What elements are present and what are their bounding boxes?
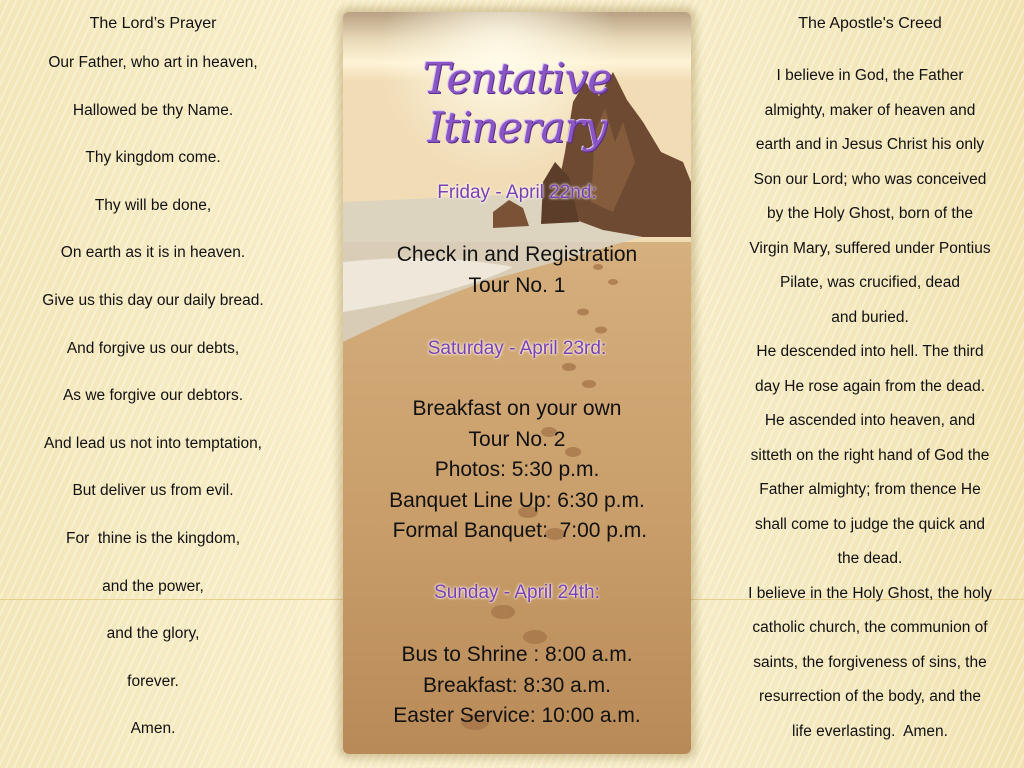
- text-line: Father almighty; from thence He: [759, 481, 981, 498]
- itinerary-item: Breakfast on your own: [412, 397, 622, 420]
- text-line: resurrection of the body, and the: [758, 688, 982, 705]
- day-heading-saturday: Saturday - April 23rd:: [427, 338, 607, 359]
- text-line: and the glory,: [106, 625, 200, 643]
- itinerary-title: Tentative Itinerary: [422, 54, 612, 152]
- itinerary-item: Banquet Line Up: 6:30 p.m.: [389, 488, 645, 512]
- text-line: But deliver us from evil.: [72, 482, 234, 500]
- text-line: saints, the forgiveness of sins, the: [753, 653, 987, 671]
- apostles-creed-heading: The Apostle's Creed: [798, 15, 942, 32]
- text-line: On earth as it is in heaven.: [60, 244, 246, 262]
- day-heading-friday: Friday - April 22nd:: [437, 182, 597, 203]
- itinerary-panel: [343, 12, 691, 754]
- sunday-items: [343, 640, 691, 732]
- itinerary-item: Tour No. 2: [468, 427, 566, 451]
- text-line: day He rose again from the dead.: [754, 377, 986, 395]
- text-line: Pilate, was crucified, dead: [779, 274, 961, 291]
- apostles-creed-column: [722, 15, 1018, 749]
- text-line: the dead.: [837, 550, 903, 567]
- text-line: And lead us not into temptation,: [43, 434, 262, 452]
- text-line: shall come to judge the quick and: [754, 515, 986, 533]
- saturday-items: [343, 394, 691, 547]
- text-line: Hallowed be thy Name.: [72, 101, 234, 119]
- text-line: Son our Lord; who was conceived: [753, 170, 987, 188]
- text-line: I believe in the Holy Ghost, the holy: [748, 584, 992, 602]
- itinerary-item: Bus to Shrine : 8:00 a.m.: [401, 643, 633, 666]
- friday-items: [343, 240, 691, 301]
- text-line: sitteth on the right hand of God the: [750, 446, 990, 464]
- text-line: life everlasting. Amen.: [792, 722, 948, 740]
- lords-prayer-column: [8, 15, 298, 767]
- text-line: Amen.: [130, 720, 176, 738]
- text-line: forever.: [127, 672, 179, 690]
- text-line: earth and in Jesus Christ his only: [755, 136, 985, 153]
- day-heading-sunday: Sunday - April 24th:: [434, 582, 600, 603]
- text-line: and buried.: [831, 308, 909, 326]
- text-line: For thine is the kingdom,: [65, 529, 241, 547]
- text-line: almighty, maker of heaven and: [764, 101, 976, 119]
- itinerary-item: Easter Service: 10:00 a.m.: [393, 704, 641, 727]
- text-line: Give us this day our daily bread.: [42, 291, 264, 309]
- itinerary-item: Photos: 5:30 p.m.: [434, 458, 600, 481]
- text-line: And forgive us our debts,: [66, 339, 240, 357]
- itinerary-item: Check in and Registration: [396, 243, 638, 266]
- itinerary-item: Tour No. 1: [468, 273, 566, 297]
- text-line: Thy will be done,: [94, 196, 212, 214]
- text-line: Virgin Mary, suffered under Pontius: [749, 239, 991, 257]
- text-line: Our Father, who art in heaven,: [48, 54, 258, 71]
- text-line: catholic church, the communion of: [752, 619, 988, 636]
- text-line: I believe in God, the Father: [776, 67, 964, 84]
- text-line: As we forgive our debtors.: [62, 387, 244, 405]
- text-line: He descended into hell. The third: [756, 343, 984, 360]
- text-line: Thy kingdom come.: [85, 149, 221, 167]
- itinerary-content: [343, 12, 691, 754]
- text-line: and the power,: [102, 577, 204, 595]
- itinerary-item: Formal Banquet: 7:00 p.m.: [386, 519, 648, 542]
- itinerary-item: Breakfast: 8:30 a.m.: [423, 673, 611, 697]
- text-line: by the Holy Ghost, born of the: [767, 205, 973, 222]
- lords-prayer-heading: The Lord’s Prayer: [89, 15, 217, 32]
- text-line: He ascended into heaven, and: [764, 412, 976, 429]
